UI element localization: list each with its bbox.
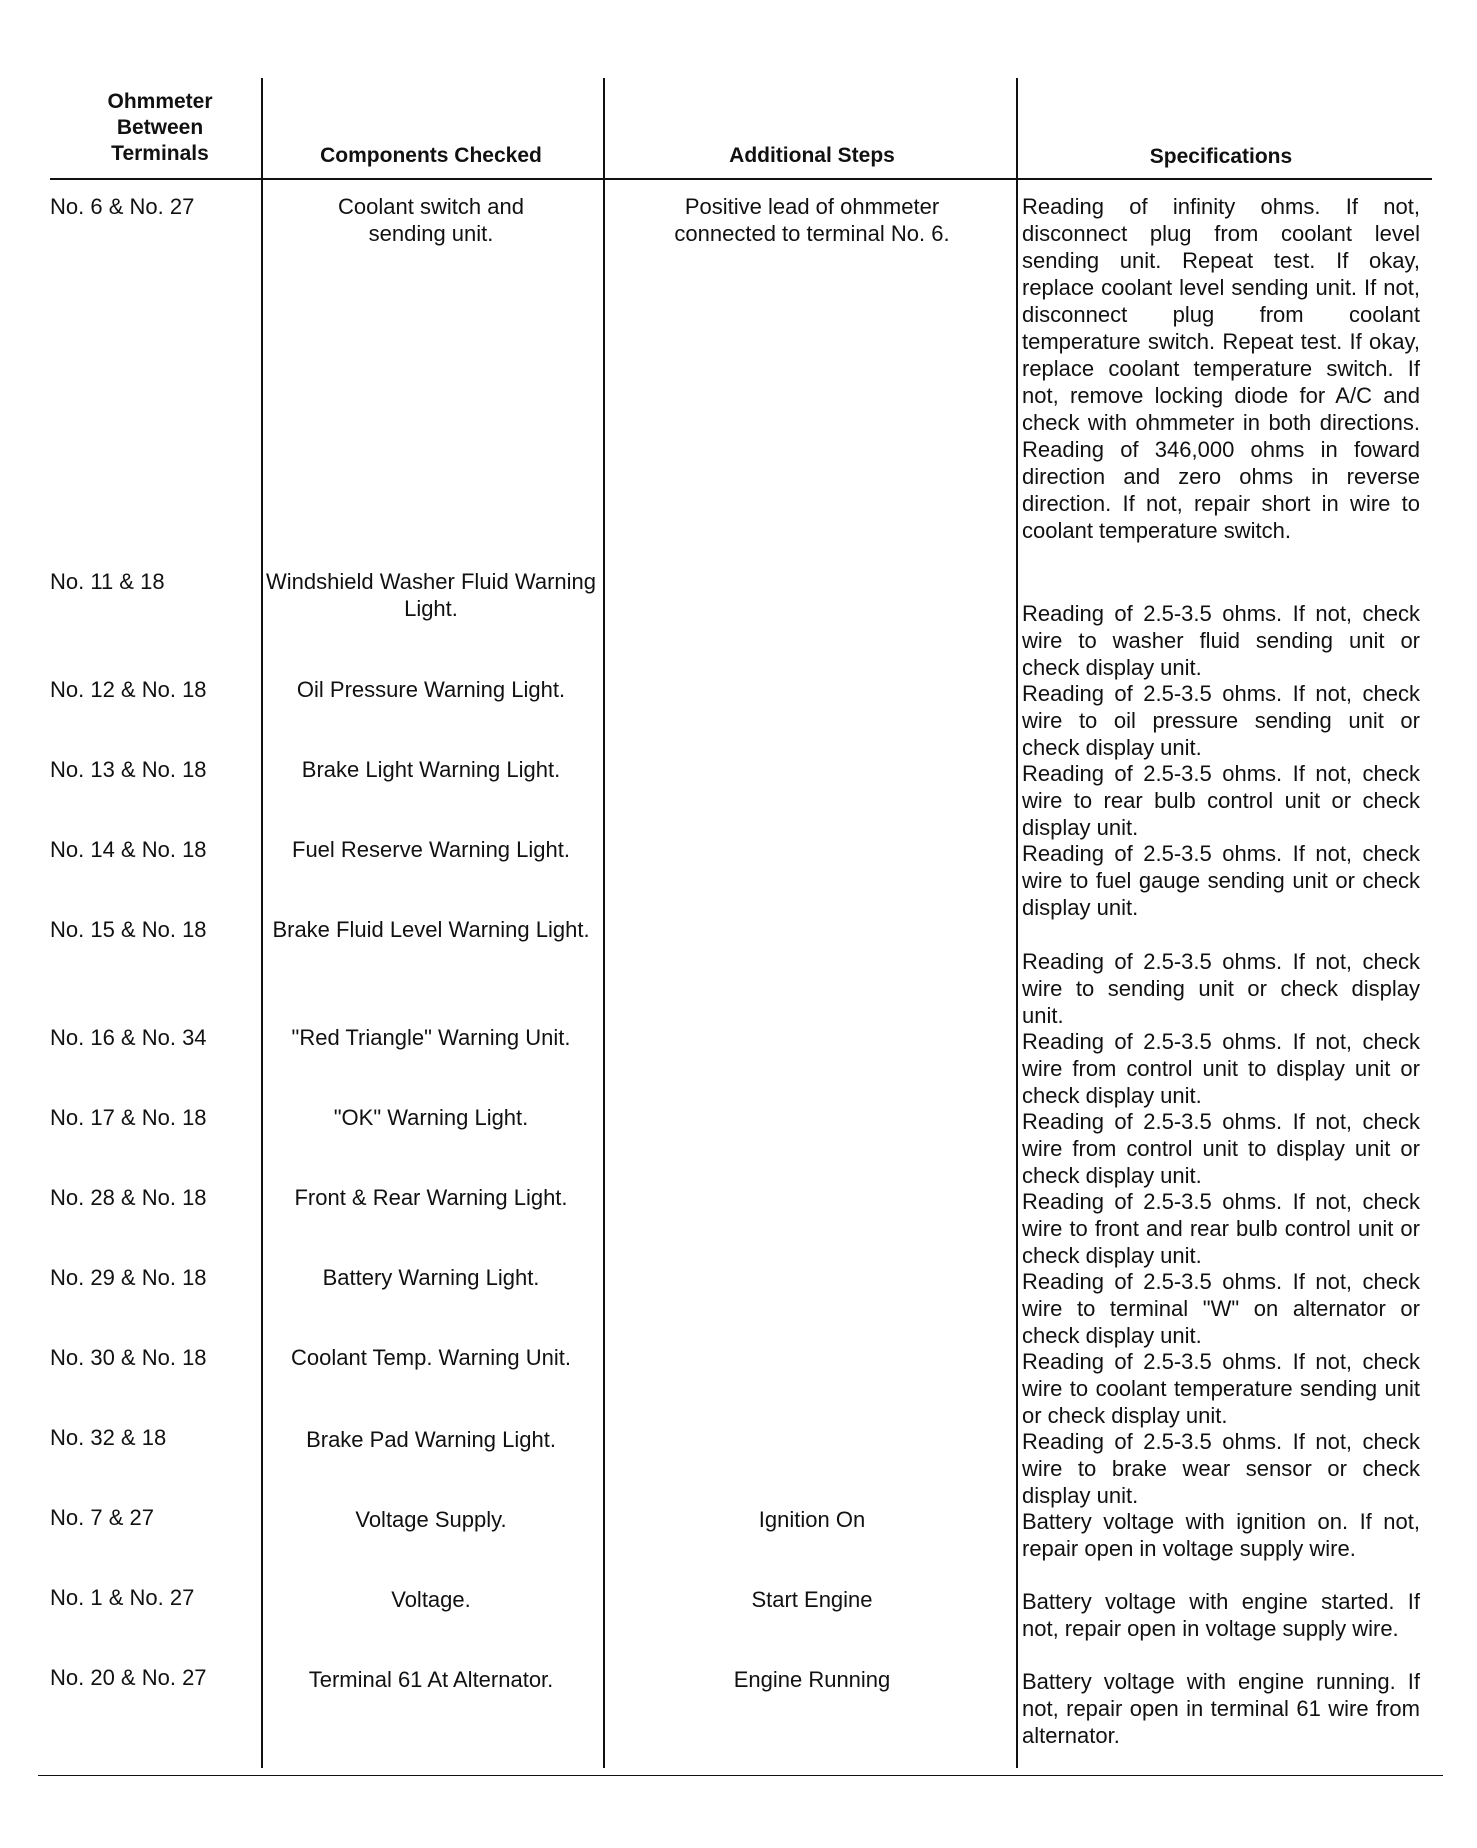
component-cell: Battery Warning Light.	[322, 1265, 540, 1290]
terminals-cell: No. 30 & No. 18	[50, 1345, 207, 1370]
component-cell: Front & Rear Warning Light.	[294, 1185, 568, 1210]
component-cell: Coolant switch and sending unit.	[338, 194, 524, 246]
terminals-cell: No. 11 & 18	[50, 569, 165, 594]
header-steps: Additional Steps	[729, 144, 895, 167]
header-terminals	[70, 89, 250, 167]
column-divider-1	[261, 78, 263, 1768]
spec-cell: Reading of 2.5-3.5 ohms. If not, check wire to fuel gauge sending unit or check display unit.	[1022, 841, 1420, 920]
terminals-cell: No. 14 & No. 18	[50, 837, 207, 862]
component-cell: "OK" Warning Light.	[333, 1105, 529, 1130]
component-cell: Brake Light Warning Light.	[301, 757, 561, 782]
spec-cell: Reading of 2.5-3.5 ohms. If not, check wire to oil pressure sending unit or check display unit.	[1022, 681, 1420, 760]
component-cell: Brake Fluid Level Warning Light.	[272, 917, 590, 942]
column-divider-3	[1016, 78, 1018, 1768]
header-terminals-line: Terminals	[111, 142, 209, 165]
spec-cell: Reading of 2.5-3.5 ohms. If not, check wire from control unit to display unit or check display unit.	[1022, 1109, 1420, 1188]
spec-cell: Reading of 2.5-3.5 ohms. If not, check wire to brake wear sensor or check display unit.	[1022, 1429, 1420, 1508]
component-cell: Coolant Temp. Warning Unit.	[290, 1345, 572, 1370]
terminals-cell: No. 6 & No. 27	[50, 194, 195, 219]
spec-cell: Reading of 2.5-3.5 ohms. If not, check wire to rear bulb control unit or check display unit.	[1022, 761, 1420, 840]
terminals-cell: No. 28 & No. 18	[50, 1185, 207, 1210]
component-cell: Oil Pressure Warning Light.	[296, 677, 566, 702]
step-cell: Engine Running	[733, 1667, 891, 1692]
header-rule	[50, 178, 1432, 180]
spec-cell: Battery voltage with engine started. If not, repair open in voltage supply wire.	[1022, 1589, 1420, 1641]
step-cell: Ignition On	[758, 1507, 866, 1532]
terminals-cell: No. 17 & No. 18	[50, 1105, 207, 1130]
terminals-cell: No. 16 & No. 34	[50, 1025, 207, 1050]
spec-cell: Reading of 2.5-3.5 ohms. If not, check wire to terminal "W" on alternator or check display unit.	[1022, 1269, 1420, 1348]
bottom-rule	[38, 1775, 1443, 1776]
spec-cell: Battery voltage with engine running. If not, repair open in terminal 61 wire from alternator.	[1022, 1669, 1420, 1748]
component-cell: Voltage.	[391, 1587, 471, 1612]
component-cell: Terminal 61 At Alternator.	[308, 1667, 554, 1692]
step-cell: Start Engine	[751, 1587, 873, 1612]
component-cell: Fuel Reserve Warning Light.	[292, 837, 570, 862]
spec-cell: Reading of 2.5-3.5 ohms. If not, check wire to sending unit or check display unit.	[1022, 949, 1420, 1028]
component-cell: Windshield Washer Fluid Warning Light.	[266, 569, 596, 621]
header-specs: Specifications	[1149, 145, 1293, 168]
spec-cell: Reading of 2.5-3.5 ohms. If not, check wire to coolant temperature sending unit or check display unit.	[1022, 1349, 1420, 1428]
spec-cell: Reading of 2.5-3.5 ohms. If not, check wire to washer fluid sending unit or check display unit.	[1022, 601, 1420, 680]
terminals-cell: No. 12 & No. 18	[50, 677, 207, 702]
terminals-cell: No. 32 & 18	[50, 1425, 167, 1450]
component-cell: Voltage Supply.	[355, 1507, 507, 1532]
terminals-cell: No. 15 & No. 18	[50, 917, 207, 942]
spec-cell: Reading of 2.5-3.5 ohms. If not, check wire to front and rear bulb control unit or check display unit.	[1022, 1189, 1420, 1268]
terminals-cell: No. 13 & No. 18	[50, 757, 207, 782]
spec-cell: Reading of infinity ohms. If not, disconnect plug from coolant level sending unit. Repeat test. If okay, replace coolant level sending unit. If not, disconnect plug from coolant temperature switch. Repeat test. If okay, replace coolant temperature switch. If not, remove locking diode for A/C and check with ohmmeter in both directions. Reading of 346,000 ohms in foward direction and zero ohms in reverse direction. If not, repair short in wire to coolant temperature switch.	[1022, 194, 1420, 543]
terminals-cell: No. 20 & No. 27	[50, 1665, 207, 1690]
terminals-cell: No. 1 & No. 27	[50, 1585, 195, 1610]
header-terminals-line: Between	[116, 116, 204, 139]
header-terminals-line: Ohmmeter	[107, 90, 213, 113]
terminals-cell: No. 29 & No. 18	[50, 1265, 207, 1290]
column-divider-2	[603, 78, 605, 1768]
spec-cell: Reading of 2.5-3.5 ohms. If not, check wire from control unit to display unit or check display unit.	[1022, 1029, 1420, 1108]
component-cell: Brake Pad Warning Light.	[306, 1427, 556, 1452]
step-cell: Positive lead of ohmmeter connected to terminal No. 6.	[674, 194, 950, 246]
terminals-cell: No. 7 & 27	[50, 1505, 154, 1530]
component-cell: "Red Triangle" Warning Unit.	[291, 1025, 571, 1050]
spec-cell: Battery voltage with ignition on. If not, repair open in voltage supply wire.	[1022, 1509, 1420, 1561]
header-components: Components Checked	[320, 144, 542, 167]
